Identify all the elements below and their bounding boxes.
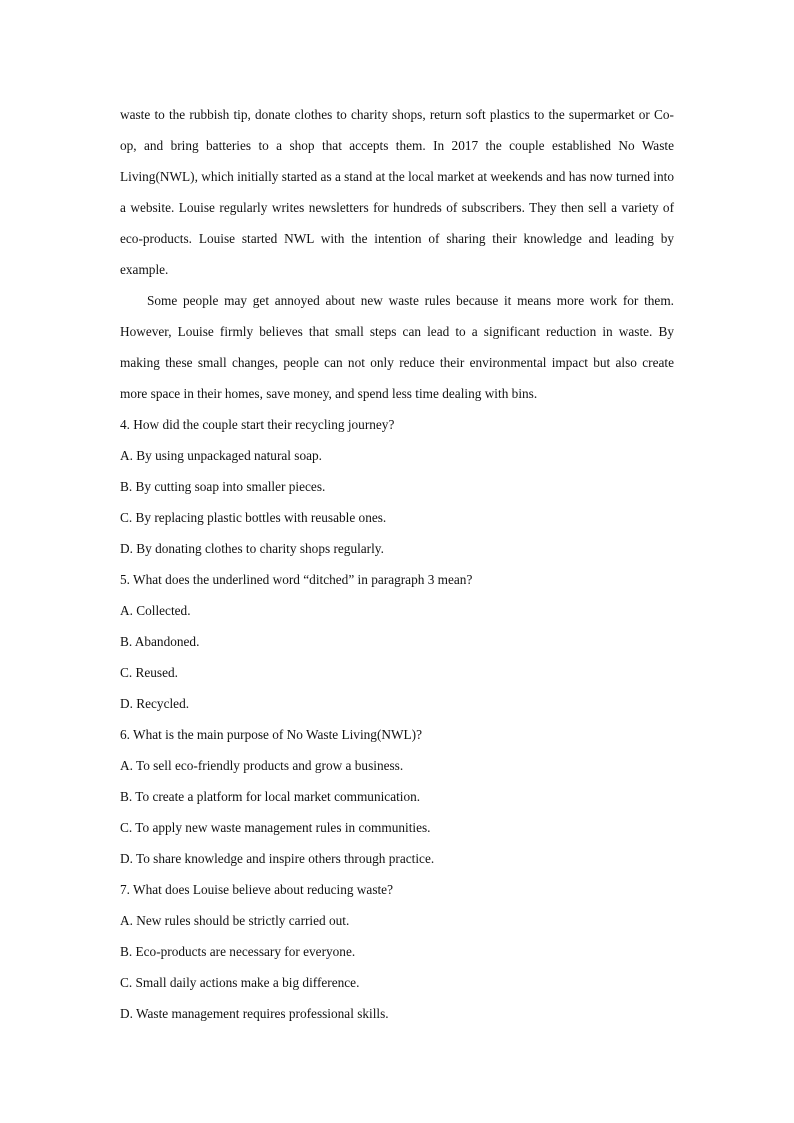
question-stem: 7. What does Louise believe about reducing waste?	[120, 882, 393, 897]
question-5	[120, 564, 674, 719]
answer-option: C. By replacing plastic bottles with reusable ones.	[120, 510, 387, 525]
answer-option: D. To share knowledge and inspire others through practice.	[120, 851, 435, 866]
answer-option: B. Eco-products are necessary for everyone.	[120, 944, 356, 959]
question-4	[120, 409, 674, 564]
answer-option: B. To create a platform for local market communication.	[120, 789, 421, 804]
answer-option: C. Reused.	[120, 665, 178, 680]
question-6	[120, 719, 674, 874]
answer-option: D. By donating clothes to charity shops regularly.	[120, 541, 384, 556]
answer-option: C. To apply new waste management rules in communities.	[120, 820, 431, 835]
answer-option: A. Collected.	[120, 603, 191, 618]
question-stem: 4. How did the couple start their recycling journey?	[120, 417, 395, 432]
question-stem: 5. What does the underlined word “ditched” in paragraph 3 mean?	[120, 572, 473, 587]
answer-option: A. New rules should be strictly carried out.	[120, 913, 350, 928]
question-stem: 6. What is the main purpose of No Waste Living(NWL)?	[120, 727, 422, 742]
passage-paragraph: Some people may get annoyed about new waste rules because it means more work for them. However, Louise firmly believes that small steps can lead to a significant reduction in waste. By making these small changes, people can not only reduce their environmental impact but also create more space in their homes, save money, and spend less time dealing with bins.	[120, 293, 674, 401]
answer-option: D. Waste management requires professional skills.	[120, 1006, 389, 1021]
answer-option: A. By using unpackaged natural soap.	[120, 448, 322, 463]
question-7	[120, 874, 674, 1029]
answer-option: D. Recycled.	[120, 696, 190, 711]
answer-option: B. By cutting soap into smaller pieces.	[120, 479, 326, 494]
answer-option: C. Small daily actions make a big difference.	[120, 975, 360, 990]
document-page	[120, 99, 674, 1029]
passage-paragraph: waste to the rubbish tip, donate clothes to charity shops, return soft plastics to the supermarket or Co-op, and bring batteries to a shop that accepts them. In 2017 the couple established No Waste Living(NWL), which initially started as a stand at the local market at weekends and has now turned into a website. Louise regularly writes newsletters for hundreds of subscribers. They then sell a variety of eco-products. Louise started NWL with the intention of sharing their knowledge and leading by example.	[120, 107, 674, 277]
answer-option: A. To sell eco-friendly products and grow a business.	[120, 758, 404, 773]
answer-option: B. Abandoned.	[120, 634, 200, 649]
